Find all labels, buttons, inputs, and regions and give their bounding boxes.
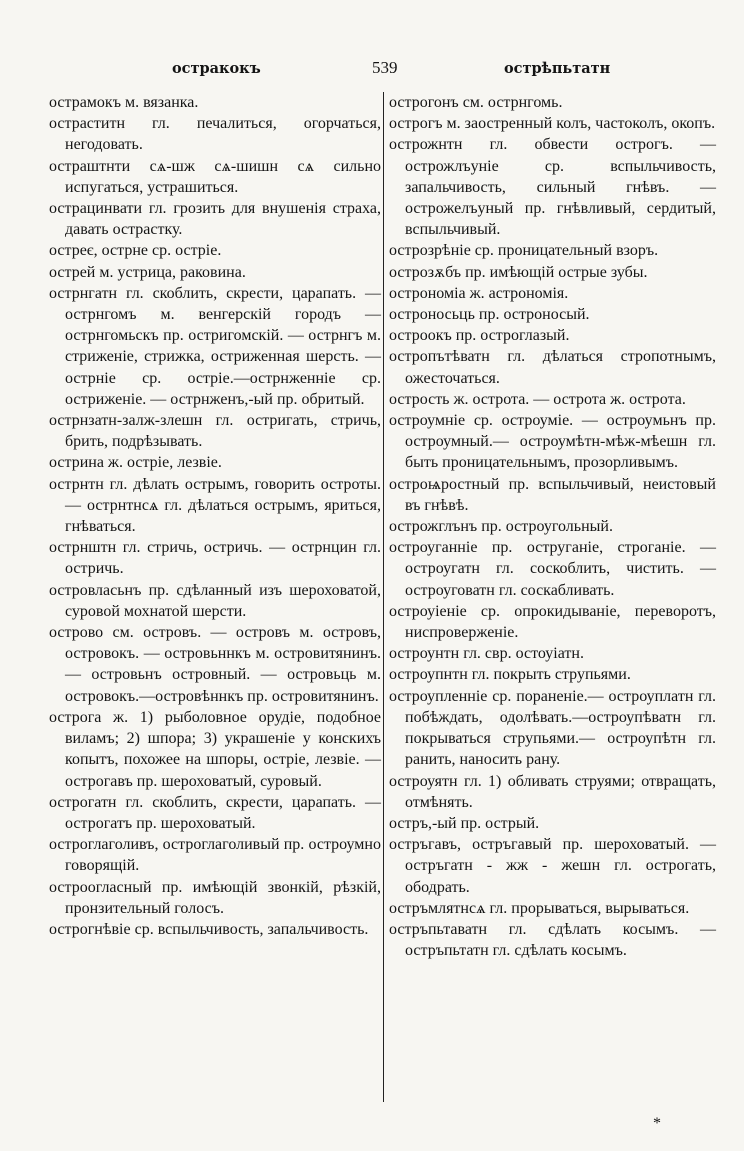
dictionary-entry: островласьнъ пр. сдѣланный изъ шероховатой, суровой мохнатой шерсти. bbox=[49, 581, 381, 620]
left-running-headword: остракокъ bbox=[172, 60, 261, 77]
dictionary-entry: остроуятн гл. 1) обливать струями; отвращать, отмѣнять. bbox=[389, 772, 716, 811]
dictionary-entry: острнтн гл. дѣлать острымъ, говорить остроты. — острнтнсѧ гл. дѣлаться острымъ, яриться, гнѣваться. bbox=[49, 475, 381, 536]
dictionary-entry: острогъ м. заостренный колъ, частоколъ, окопъ. bbox=[389, 115, 716, 133]
dictionary-entry: острово см. островъ. — островъ м. островъ, островокъ. — островьннкъ м. островитянинъ. — островьнъ островный. — островьць м. островокъ.—островѣннкъ пр. островитянинъ. bbox=[49, 624, 381, 705]
dictionary-entry: острогнѣвіе ср. вспыльчивость, запальчивость. bbox=[49, 920, 369, 938]
dictionary-entry: острога ж. 1) рыболовное орудіе, подобное виламъ; 2) шпора; 3) украшеніе у конскихъ копытъ, похожее на шпоры, остріе, лезвіе. — острогавъ пр. шероховатый, суровый. bbox=[49, 708, 381, 790]
dictionary-entry: остреє, острне ср. остріе. bbox=[49, 242, 222, 260]
running-header bbox=[48, 58, 714, 84]
dictionary-entry: острозѫбъ пр. имѣющій острые зубы. bbox=[389, 263, 648, 281]
dictionary-entry: острнзатн-залж-злешн гл. остригать, стричь, брить, подрѣзывать. bbox=[49, 412, 381, 451]
dictionary-entry: острость ж. острота. — острота ж. острота. bbox=[389, 390, 686, 408]
dictionary-entry: острожнтн гл. обвести острогъ. — острожлъуніе ср. вспыльчивость, запальчивость, сильный гнѣвъ. — острожелъуный пр. гнѣвливый, сердитый, вспыльчивый. bbox=[389, 136, 716, 239]
dictionary-entry: острономіа ж. астрономія. bbox=[389, 284, 569, 302]
dictionary-entry: остроогласный пр. имѣющій звонкій, рѣзкій, пронзительный голосъ. bbox=[49, 878, 381, 917]
dictionary-entry: остраститн гл. печалиться, огорчаться, негодовать. bbox=[49, 115, 381, 154]
dictionary-entry: острнгатн гл. скоблить, скрести, царапать. — острнгомъ м. венгерскій городъ — острнгомьскъ пр. остригомскій. — острнгъ м. стриженіе, стрижка, остриженная шерсть. — острніе ср. остріе.—острнженніе ср. остриженіе. — острнженъ,-ый пр. обритый. bbox=[49, 284, 381, 408]
dictionary-entry: острей м. устрица, раковина. bbox=[49, 263, 246, 281]
dictionary-entry: острозрѣніе ср. проницательный взоръ. bbox=[389, 242, 659, 260]
dictionary-entry: остроѩростный пр. вспыльчивый, неистовый въ гнѣвѣ. bbox=[389, 475, 716, 514]
page-number: 539 bbox=[372, 58, 398, 77]
dictionary-entry: острамокъ м. вязанка. bbox=[49, 94, 199, 111]
dictionary-entry: остръпьтаватн гл. сдѣлать косымъ. —остръпьтатн гл. сдѣлать косымъ. bbox=[389, 920, 716, 960]
dictionary-entry: остроупленніе ср. пораненіе.— остроуплатн гл. побѣждать, одолѣвать.—остроупѣватн гл. покрываться струпьями.— остроупѣтн гл. ранить, наносить рану. bbox=[389, 687, 716, 769]
dictionary-entry: остроносьць пр. остроносый. bbox=[389, 306, 590, 324]
dictionary-entry: остропътѣватн гл. дѣлаться стропотнымъ, ожесточаться. bbox=[389, 348, 716, 387]
dictionary-entry: остроуіеніе ср. опрокидываніе, переворотъ, ниспроверженіе. bbox=[389, 602, 716, 642]
dictionary-entry: остроупнтн гл. покрыть струпьями. bbox=[389, 666, 631, 684]
dictionary-entry: остроуганніе пр. оструганіе, строганіе. — остроугатн гл. соскоблить, чистить. — остроуговатн гл. соскабливать. bbox=[389, 539, 716, 599]
dictionary-entry: острогатн гл. скоблить, скрести, царапать. — острогатъ пр. шероховатый. bbox=[49, 793, 381, 832]
dictionary-entry: остръ,-ый пр. острый. bbox=[389, 814, 540, 832]
dictionary-entry: острогонъ см. острнгомь. bbox=[389, 94, 563, 111]
dictionary-entry: остроглаголивъ, остроглаголивый пр. остроумно говорящій. bbox=[49, 836, 381, 875]
left-column bbox=[49, 92, 381, 940]
dictionary-entry: острнштн гл. стричь, остричь. — острнцин гл. остричь. bbox=[49, 539, 381, 578]
dictionary-entry: остроунтн гл. свр. остоуіатн. bbox=[389, 645, 584, 663]
dictionary-entry: остръгавъ, остръгавый пр. шероховатый. — остръгатн - жж - жешн гл. острогать, ободрать. bbox=[389, 836, 716, 896]
dictionary-entry: остръмлятнсѧ гл. прорываться, вырываться. bbox=[389, 899, 690, 917]
column-divider bbox=[383, 92, 384, 1102]
dictionary-entry: острина ж. остріе, лезвіе. bbox=[49, 454, 222, 472]
right-column bbox=[389, 92, 716, 961]
dictionary-entry: острацинвати гл. грозить для внушенія страха, давать острастку. bbox=[49, 200, 381, 239]
right-running-headword: острѣпьтатн bbox=[504, 60, 611, 77]
footer-mark: * bbox=[653, 1115, 661, 1132]
dictionary-entry: остроумніе ср. остроуміе. — остроумьнъ пр. остроумный.— остроумѣтн-мѣж-мѣешн гл. быть проницательнымъ, прозорливымъ. bbox=[389, 412, 716, 472]
dictionary-entry: остраштнти сѧ-шж сѧ-шишн сѧ сильно испугаться, устрашиться. bbox=[49, 157, 381, 196]
dictionary-entry: остроокъ пр. остроглазый. bbox=[389, 327, 570, 345]
dictionary-entry: острожглънъ пр. остроугольный. bbox=[389, 518, 613, 536]
